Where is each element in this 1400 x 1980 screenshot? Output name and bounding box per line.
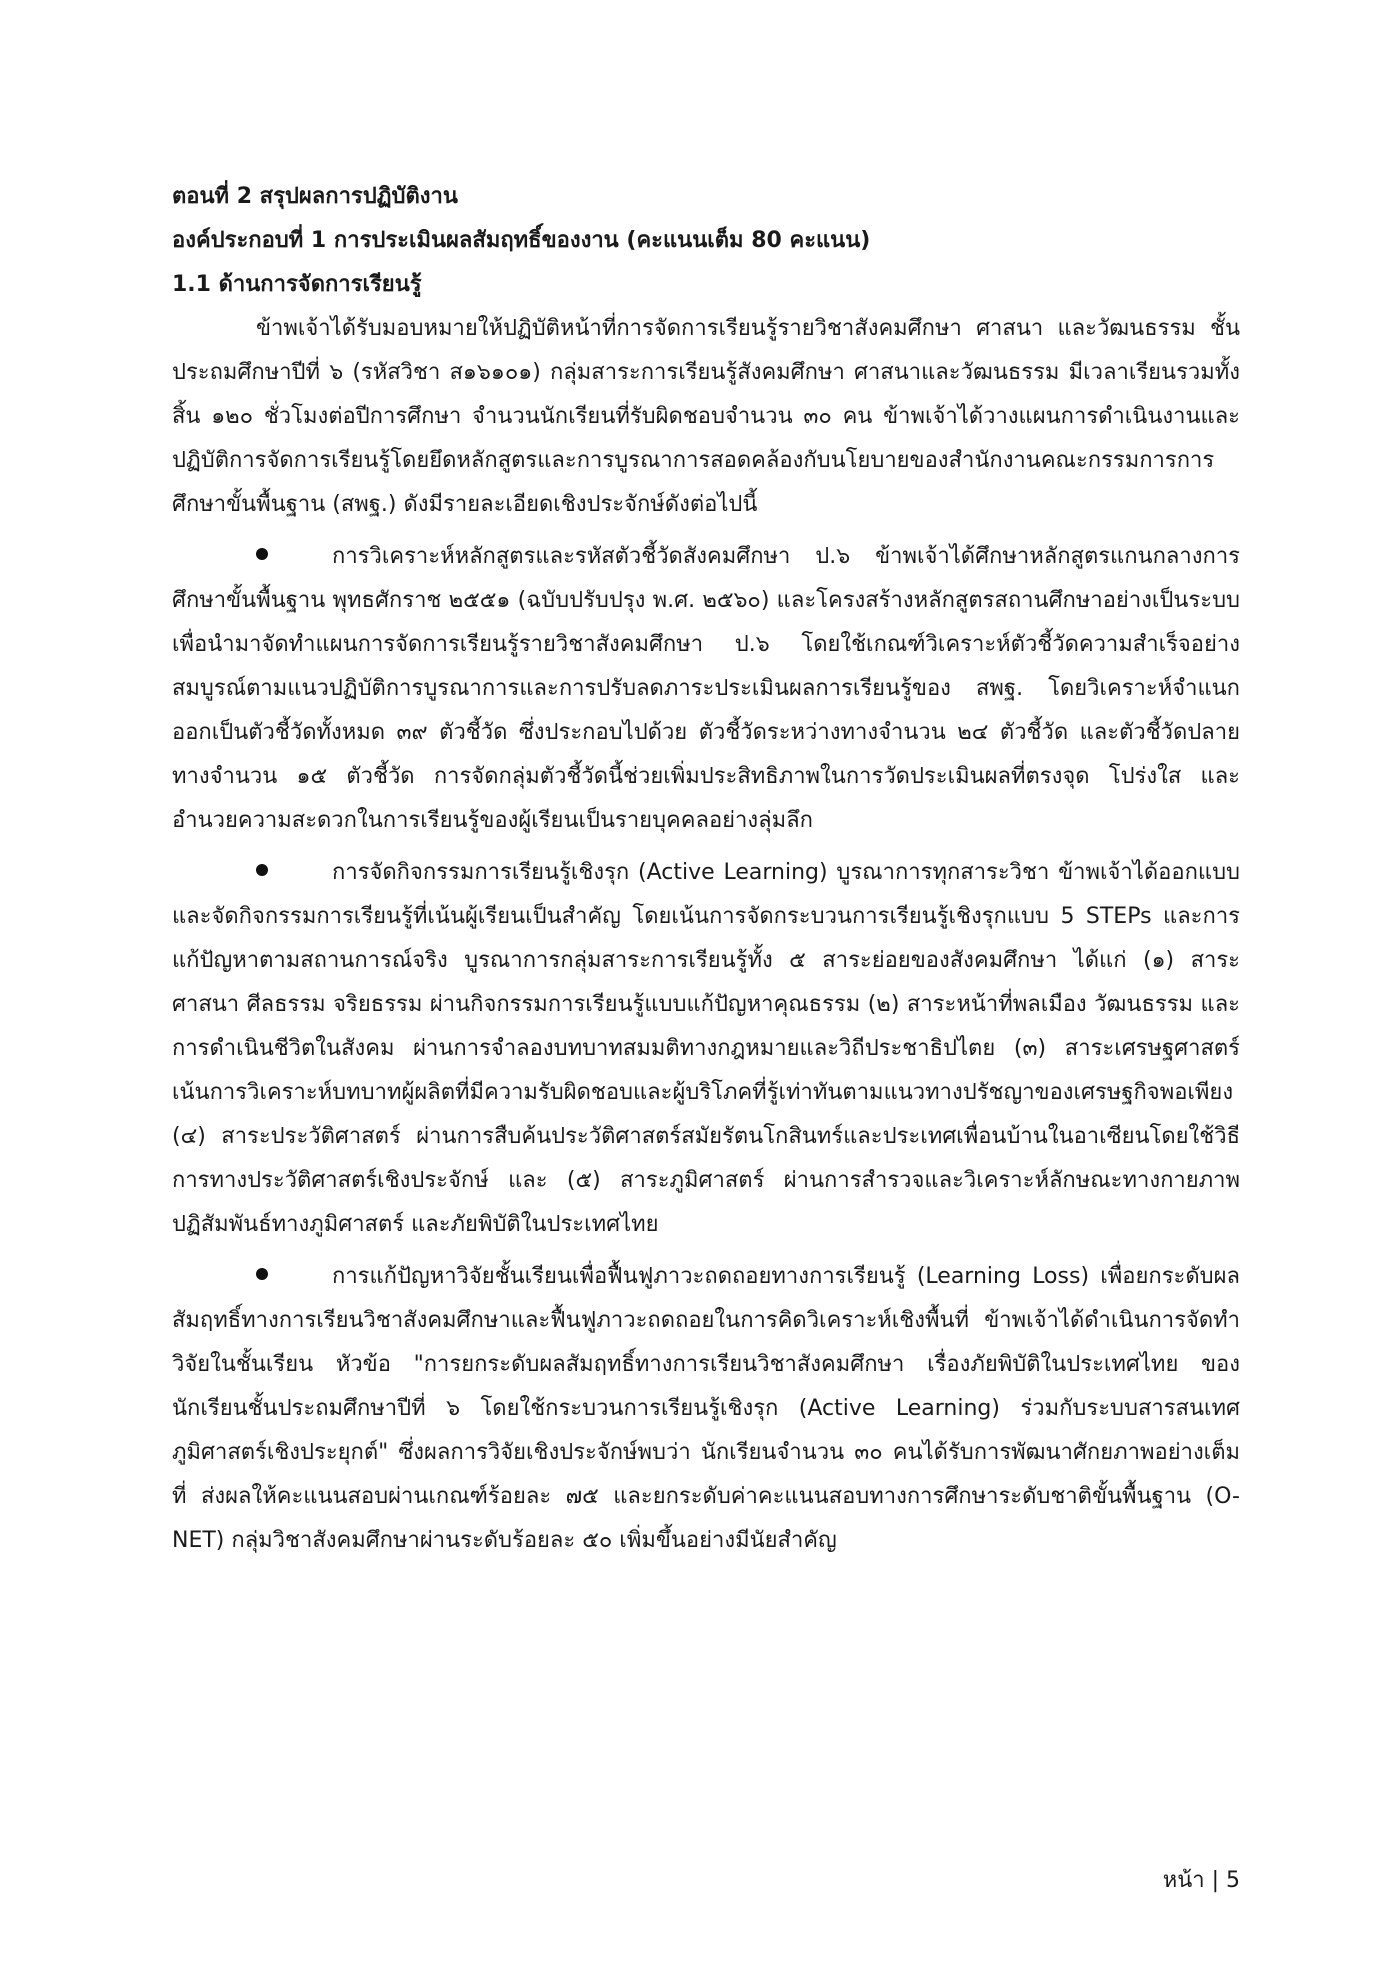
page-number: หน้า | 5: [1162, 1868, 1240, 1893]
bullet-icon: [256, 548, 268, 560]
bullet-text: การแก้ปัญหาวิจัยชั้นเรียนเพื่อฟื้นฟูภาวะถดถอยทางการเรียนรู้ (Learning Loss) เพื่อยกระดับผลสัมฤทธิ์ทางการเรียนวิชาสังคมศึกษาและฟื้นฟูภาวะถดถอยในการคิดวิเคราะห์เชิงพื้นที่ ข้าพเจ้าได้ดำเนินการจัดทำวิจัยในชั้นเรียน หัวข้อ "การยกระดับผลสัมฤทธิ์ทางการเรียนวิชาสังคมศึกษา เรื่องภัยพิบัติในประเทศไทย ของนักเรียนชั้นประถมศึกษาปีที่ ๖ โดยใช้กระบวนการเรียนรู้เชิงรุก (Active Learning) ร่วมกับระบบสารสนเทศภูมิศาสตร์เชิงประยุกต์" ซึ่งผลการวิจัยเชิงประจักษ์พบว่า นักเรียนจำนวน ๓๐ คนได้รับการพัฒนาศักยภาพอย่างเต็มที่ ส่งผลให้คะแนนสอบผ่านเกณฑ์ร้อยละ ๗๕ และยกระดับค่าคะแนนสอบทางการศึกษาระดับชาติขั้นพื้นฐาน (O-NET) กลุ่มวิชาสังคมศึกษาผ่านระดับร้อยละ ๕๐ เพิ่มขึ้นอย่างมีนัยสำคัญ: [172, 1264, 1240, 1553]
spacer: [172, 1247, 1240, 1255]
bullet-item-curriculum: [172, 535, 1240, 843]
spacer: [172, 843, 1240, 851]
bullet-item-classroom-research: [172, 1255, 1240, 1563]
component-heading: องค์ประกอบที่ 1 การประเมินผลสัมฤทธิ์ของงาน (คะแนนเต็ม 80 คะแนน): [172, 228, 871, 253]
part-heading: ตอนที่ 2 สรุปผลการปฏิบัติงาน: [172, 184, 458, 209]
document-page: [172, 175, 1240, 1563]
bullet-item-active-learning: [172, 851, 1240, 1247]
section-heading: 1.1 ด้านการจัดการเรียนรู้: [172, 272, 422, 297]
bullet-icon: [256, 1268, 268, 1280]
spacer: [172, 527, 1240, 535]
intro-paragraph: ข้าพเจ้าได้รับมอบหมายให้ปฏิบัติหน้าที่การจัดการเรียนรู้รายวิชาสังคมศึกษา ศาสนา และวัฒนธรรม ชั้นประถมศึกษาปีที่ ๖ (รหัสวิชา ส๑๖๑๐๑) กลุ่มสาระการเรียนรู้สังคมศึกษา ศาสนาและวัฒนธรรม มีเวลาเรียนรวมทั้งสิ้น ๑๒๐ ชั่วโมงต่อปีการศึกษา จำนวนนักเรียนที่รับผิดชอบจำนวน ๓๐ คน ข้าพเจ้าได้วางแผนการดำเนินงานและปฏิบัติการจัดการเรียนรู้โดยยึดหลักสูตรและการบูรณาการสอดคล้องกับนโยบายของสำนักงานคณะกรรมการการศึกษาขั้นพื้นฐาน (สพฐ.) ดังมีรายละเอียดเชิงประจักษ์ดังต่อไปนี้: [172, 316, 1240, 517]
bullet-text: การวิเคราะห์หลักสูตรและรหัสตัวชี้วัดสังคมศึกษา ป.๖ ข้าพเจ้าได้ศึกษาหลักสูตรแกนกลางการศึกษาขั้นพื้นฐาน พุทธศักราช ๒๕๕๑ (ฉบับปรับปรุง พ.ศ. ๒๕๖๐) และโครงสร้างหลักสูตรสถานศึกษาอย่างเป็นระบบ เพื่อนำมาจัดทำแผนการจัดการเรียนรู้รายวิชาสังคมศึกษา ป.๖ โดยใช้เกณฑ์วิเคราะห์ตัวชี้วัดความสำเร็จอย่างสมบูรณ์ตามแนวปฏิบัติการบูรณาการและการปรับลดภาระประเมินผลการเรียนรู้ของ สพฐ. โดยวิเคราะห์จำแนกออกเป็นตัวชี้วัดทั้งหมด ๓๙ ตัวชี้วัด ซึ่งประกอบไปด้วย ตัวชี้วัดระหว่างทางจำนวน ๒๔ ตัวชี้วัด และตัวชี้วัดปลายทางจำนวน ๑๕ ตัวชี้วัด การจัดกลุ่มตัวชี้วัดนี้ช่วยเพิ่มประสิทธิภาพในการวัดประเมินผลที่ตรงจุด โปร่งใส และอำนวยความสะดวกในการเรียนรู้ของผู้เรียนเป็นรายบุคคลอย่างลุ่มลึก: [172, 544, 1240, 833]
bullet-text: การจัดกิจกรรมการเรียนรู้เชิงรุก (Active Learning) บูรณาการทุกสาระวิชา ข้าพเจ้าได้ออกแบบและจัดกิจกรรมการเรียนรู้ที่เน้นผู้เรียนเป็นสำคัญ โดยเน้นการจัดกระบวนการเรียนรู้เชิงรุกแบบ 5 STEPs และการแก้ปัญหาตามสถานการณ์จริง บูรณาการกลุ่มสาระการเรียนรู้ทั้ง ๕ สาระย่อยของสังคมศึกษา ได้แก่ (๑) สาระศาสนา ศีลธรรม จริยธรรม ผ่านกิจกรรมการเรียนรู้แบบแก้ปัญหาคุณธรรม (๒) สาระหน้าที่พลเมือง วัฒนธรรม และการดำเนินชีวิตในสังคม ผ่านการจำลองบทบาทสมมติทางกฎหมายและวิถีประชาธิปไตย (๓) สาระเศรษฐศาสตร์ เน้นการวิเคราะห์บทบาทผู้ผลิตที่มีความรับผิดชอบและผู้บริโภคที่รู้เท่าทันตามแนวทางปรัชญาของเศรษฐกิจพอเพียง (๔) สาระประวัติศาสตร์ ผ่านการสืบค้นประวัติศาสตร์สมัยรัตนโกสินทร์และประเทศเพื่อนบ้านในอาเซียนโดยใช้วิธีการทางประวัติศาสตร์เชิงประจักษ์ และ (๕) สาระภูมิศาสตร์ ผ่านการสำรวจและวิเคราะห์ลักษณะทางกายภาพ ปฏิสัมพันธ์ทางภูมิศาสตร์ และภัยพิบัติในประเทศไทย: [172, 860, 1240, 1237]
bullet-icon: [256, 864, 268, 876]
